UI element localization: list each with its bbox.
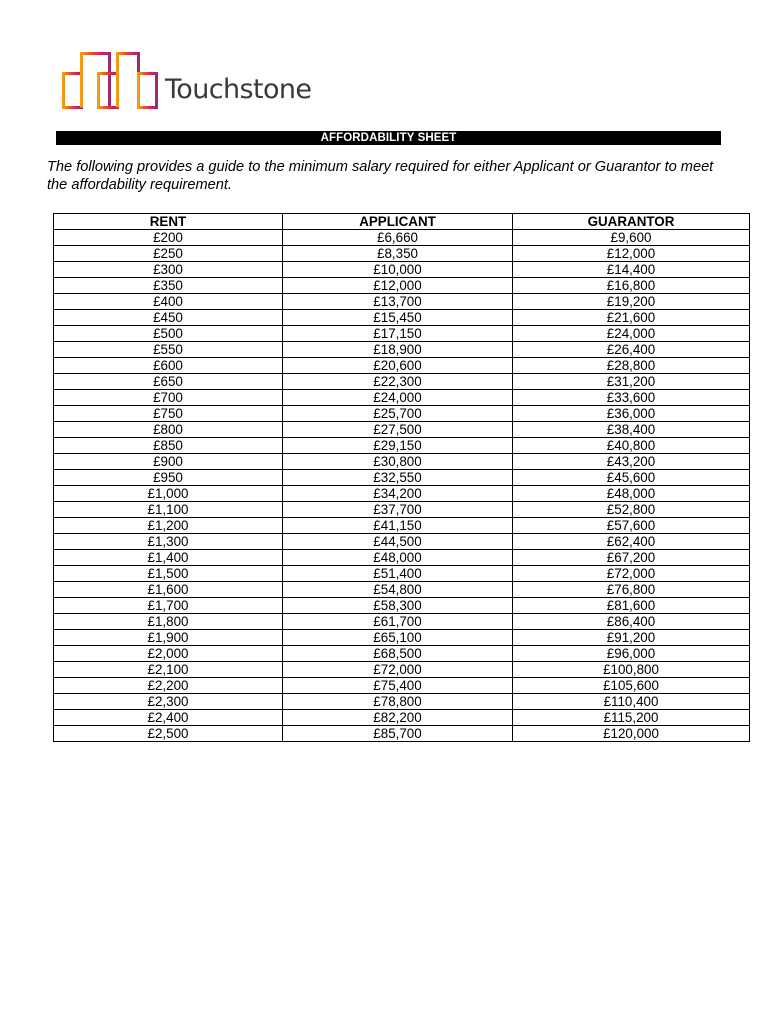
rent-cell: £1,900 bbox=[54, 630, 283, 646]
applicant-cell: £8,350 bbox=[283, 246, 513, 262]
guarantor-cell: £110,400 bbox=[513, 694, 750, 710]
intro-text: The following provides a guide to the minimum salary required for either Applicant or Guarantor to meet the affordability requirement. bbox=[47, 159, 714, 193]
applicant-cell: £15,450 bbox=[283, 310, 513, 326]
sheet-title: AFFORDABILITY SHEET bbox=[56, 131, 721, 145]
guarantor-cell: £91,200 bbox=[513, 630, 750, 646]
guarantor-cell: £76,800 bbox=[513, 582, 750, 598]
applicant-cell: £30,800 bbox=[283, 454, 513, 470]
applicant-cell: £17,150 bbox=[283, 326, 513, 342]
applicant-cell: £54,800 bbox=[283, 582, 513, 598]
applicant-cell: £34,200 bbox=[283, 486, 513, 502]
guarantor-cell: £19,200 bbox=[513, 294, 750, 310]
table-row bbox=[54, 550, 750, 566]
applicant-cell: £20,600 bbox=[283, 358, 513, 374]
applicant-cell: £37,700 bbox=[283, 502, 513, 518]
rent-cell: £1,800 bbox=[54, 614, 283, 630]
applicant-cell: £85,700 bbox=[283, 726, 513, 742]
guarantor-cell: £43,200 bbox=[513, 454, 750, 470]
rent-cell: £650 bbox=[54, 374, 283, 390]
table-row bbox=[54, 678, 750, 694]
table-body bbox=[54, 230, 750, 742]
brand-name: Touchstone bbox=[165, 74, 312, 105]
table-row bbox=[54, 310, 750, 326]
table-header-row bbox=[54, 214, 750, 230]
rent-cell: £1,200 bbox=[54, 518, 283, 534]
guarantor-cell: £115,200 bbox=[513, 710, 750, 726]
applicant-cell: £13,700 bbox=[283, 294, 513, 310]
applicant-cell: £82,200 bbox=[283, 710, 513, 726]
table-row bbox=[54, 470, 750, 486]
guarantor-cell: £120,000 bbox=[513, 726, 750, 742]
rent-cell: £900 bbox=[54, 454, 283, 470]
table-row bbox=[54, 614, 750, 630]
rent-cell: £450 bbox=[54, 310, 283, 326]
applicant-cell: £22,300 bbox=[283, 374, 513, 390]
table-row bbox=[54, 262, 750, 278]
rent-cell: £250 bbox=[54, 246, 283, 262]
rent-cell: £950 bbox=[54, 470, 283, 486]
table-row bbox=[54, 422, 750, 438]
guarantor-cell: £45,600 bbox=[513, 470, 750, 486]
applicant-cell: £58,300 bbox=[283, 598, 513, 614]
guarantor-cell: £36,000 bbox=[513, 406, 750, 422]
table-row bbox=[54, 374, 750, 390]
guarantor-cell: £26,400 bbox=[513, 342, 750, 358]
applicant-cell: £25,700 bbox=[283, 406, 513, 422]
rent-cell: £1,000 bbox=[54, 486, 283, 502]
rent-cell: £800 bbox=[54, 422, 283, 438]
applicant-cell: £18,900 bbox=[283, 342, 513, 358]
rent-cell: £2,000 bbox=[54, 646, 283, 662]
guarantor-cell: £67,200 bbox=[513, 550, 750, 566]
table-row bbox=[54, 726, 750, 742]
rent-cell: £700 bbox=[54, 390, 283, 406]
guarantor-cell: £72,000 bbox=[513, 566, 750, 582]
rent-cell: £2,100 bbox=[54, 662, 283, 678]
applicant-cell: £51,400 bbox=[283, 566, 513, 582]
applicant-cell: £12,000 bbox=[283, 278, 513, 294]
guarantor-cell: £9,600 bbox=[513, 230, 750, 246]
applicant-cell: £65,100 bbox=[283, 630, 513, 646]
table-row bbox=[54, 630, 750, 646]
rent-cell: £1,100 bbox=[54, 502, 283, 518]
table-row bbox=[54, 534, 750, 550]
rent-cell: £400 bbox=[54, 294, 283, 310]
guarantor-cell: £12,000 bbox=[513, 246, 750, 262]
applicant-cell: £61,700 bbox=[283, 614, 513, 630]
applicant-cell: £68,500 bbox=[283, 646, 513, 662]
table-row bbox=[54, 518, 750, 534]
rent-cell: £1,300 bbox=[54, 534, 283, 550]
table-row bbox=[54, 278, 750, 294]
applicant-cell: £27,500 bbox=[283, 422, 513, 438]
rent-cell: £1,600 bbox=[54, 582, 283, 598]
affordability-table bbox=[53, 213, 750, 742]
applicant-cell: £48,000 bbox=[283, 550, 513, 566]
rent-cell: £2,200 bbox=[54, 678, 283, 694]
table-row bbox=[54, 454, 750, 470]
applicant-cell: £41,150 bbox=[283, 518, 513, 534]
table-row bbox=[54, 582, 750, 598]
table-row bbox=[54, 502, 750, 518]
applicant-cell: £78,800 bbox=[283, 694, 513, 710]
rent-cell: £1,700 bbox=[54, 598, 283, 614]
table-row bbox=[54, 358, 750, 374]
guarantor-cell: £96,000 bbox=[513, 646, 750, 662]
guarantor-cell: £40,800 bbox=[513, 438, 750, 454]
guarantor-cell: £62,400 bbox=[513, 534, 750, 550]
guarantor-cell: £33,600 bbox=[513, 390, 750, 406]
table-row bbox=[54, 326, 750, 342]
table-row bbox=[54, 486, 750, 502]
table-row bbox=[54, 710, 750, 726]
applicant-cell: £44,500 bbox=[283, 534, 513, 550]
table-row bbox=[54, 342, 750, 358]
guarantor-cell: £81,600 bbox=[513, 598, 750, 614]
guarantor-cell: £31,200 bbox=[513, 374, 750, 390]
rent-cell: £550 bbox=[54, 342, 283, 358]
guarantor-cell: £38,400 bbox=[513, 422, 750, 438]
guarantor-cell: £14,400 bbox=[513, 262, 750, 278]
rent-cell: £200 bbox=[54, 230, 283, 246]
applicant-cell: £29,150 bbox=[283, 438, 513, 454]
table-row bbox=[54, 406, 750, 422]
guarantor-cell: £57,600 bbox=[513, 518, 750, 534]
touchstone-logo-mark-icon bbox=[62, 52, 162, 110]
table-row bbox=[54, 566, 750, 582]
rent-cell: £600 bbox=[54, 358, 283, 374]
table-row bbox=[54, 598, 750, 614]
applicant-cell: £24,000 bbox=[283, 390, 513, 406]
applicant-cell: £32,550 bbox=[283, 470, 513, 486]
applicant-cell: £6,660 bbox=[283, 230, 513, 246]
table-row bbox=[54, 246, 750, 262]
table-row bbox=[54, 646, 750, 662]
rent-cell: £1,500 bbox=[54, 566, 283, 582]
guarantor-cell: £100,800 bbox=[513, 662, 750, 678]
guarantor-cell: £16,800 bbox=[513, 278, 750, 294]
table-row bbox=[54, 438, 750, 454]
touchstone-logo bbox=[62, 52, 342, 110]
rent-cell: £2,500 bbox=[54, 726, 283, 742]
table-row bbox=[54, 230, 750, 246]
rent-cell: £350 bbox=[54, 278, 283, 294]
guarantor-cell: £52,800 bbox=[513, 502, 750, 518]
rent-cell: £2,300 bbox=[54, 694, 283, 710]
guarantor-cell: £24,000 bbox=[513, 326, 750, 342]
table-row bbox=[54, 694, 750, 710]
guarantor-cell: £28,800 bbox=[513, 358, 750, 374]
guarantor-cell: £21,600 bbox=[513, 310, 750, 326]
applicant-cell: £72,000 bbox=[283, 662, 513, 678]
applicant-cell: £75,400 bbox=[283, 678, 513, 694]
applicant-cell: £10,000 bbox=[283, 262, 513, 278]
rent-cell: £850 bbox=[54, 438, 283, 454]
column-header-applicant: APPLICANT bbox=[283, 214, 513, 230]
rent-cell: £1,400 bbox=[54, 550, 283, 566]
column-header-guarantor: GUARANTOR bbox=[513, 214, 750, 230]
table-row bbox=[54, 294, 750, 310]
column-header-rent: RENT bbox=[54, 214, 283, 230]
guarantor-cell: £48,000 bbox=[513, 486, 750, 502]
table-row bbox=[54, 390, 750, 406]
guarantor-cell: £86,400 bbox=[513, 614, 750, 630]
rent-cell: £300 bbox=[54, 262, 283, 278]
table-row bbox=[54, 662, 750, 678]
guarantor-cell: £105,600 bbox=[513, 678, 750, 694]
rent-cell: £500 bbox=[54, 326, 283, 342]
rent-cell: £2,400 bbox=[54, 710, 283, 726]
rent-cell: £750 bbox=[54, 406, 283, 422]
